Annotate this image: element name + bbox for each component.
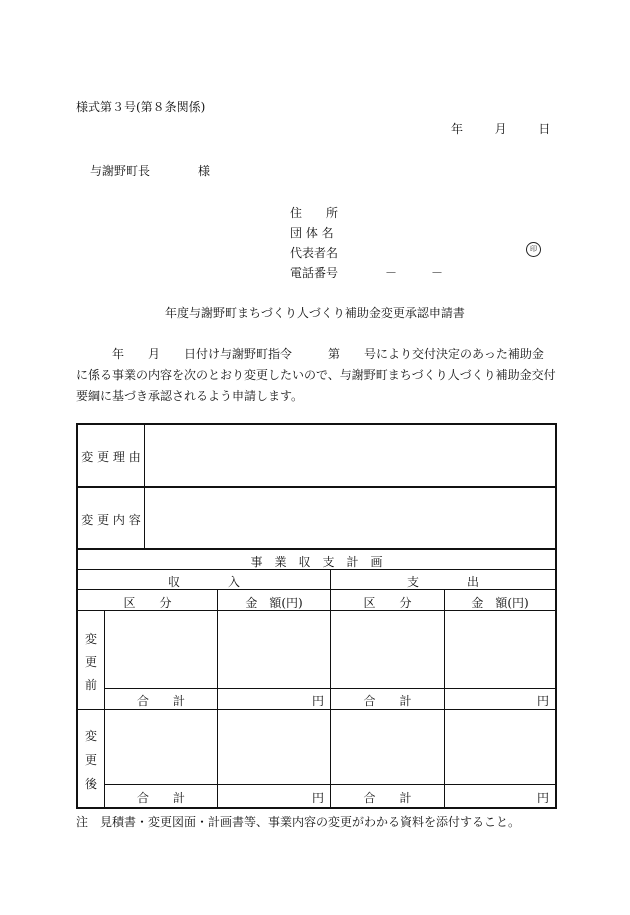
- expense-category-header: 区 分: [363, 596, 412, 610]
- body-line: 要綱に基づき承認されるよう申請します。: [76, 389, 304, 403]
- phone-separator-1: －: [385, 266, 398, 280]
- before-label-char: 更: [84, 655, 97, 669]
- expense-total-after-label: 合 計: [363, 791, 412, 805]
- representative-label: 代表者名: [290, 246, 339, 260]
- row-divider: [78, 486, 555, 488]
- before-label-char: 変: [84, 632, 97, 646]
- addressee: [90, 162, 210, 179]
- application-table: [76, 423, 557, 809]
- body-line: 年 月 日付け与謝野町指令 第 号により交付決定のあった補助金: [76, 347, 544, 361]
- org-name-label: 団 体 名: [290, 226, 334, 240]
- body-text: [76, 344, 560, 407]
- date-year: 年: [451, 122, 464, 136]
- column-divider: [144, 425, 145, 548]
- expense-header: 支 出: [406, 575, 479, 589]
- date-day: 日: [538, 122, 551, 136]
- before-label-char: 前: [84, 678, 97, 692]
- income-amount-header: 金 額(円): [245, 596, 303, 610]
- row-divider: [78, 548, 555, 550]
- attachment-note: 注 見積書・変更図面・計画書等、事業内容の変更がわかる資料を添付すること。: [76, 815, 521, 829]
- expense-total-before-yen: 円: [536, 694, 549, 708]
- phone-label: 電話番号: [290, 266, 339, 280]
- after-label-char: 更: [84, 753, 97, 767]
- change-content-label: 変 更 内 容: [81, 513, 141, 527]
- after-label-char: 後: [84, 777, 97, 791]
- addressee-name: 与謝野町長: [90, 164, 151, 178]
- expense-total-before-label: 合 計: [363, 694, 412, 708]
- honorific: 様: [198, 164, 211, 178]
- expense-amount-header: 金 額(円): [471, 596, 529, 610]
- form-number: 様式第３号(第８条関係): [76, 100, 206, 114]
- address-label: 住 所: [290, 206, 339, 220]
- seal-mark: 印: [526, 242, 541, 257]
- income-total-before-label: 合 計: [136, 694, 185, 708]
- document-title: 年度与謝野町まちづくり人づくり補助金変更承認申請書: [165, 306, 465, 320]
- expense-total-after-yen: 円: [536, 791, 549, 805]
- date-line: [451, 120, 550, 137]
- income-total-after-yen: 円: [311, 791, 324, 805]
- change-reason-label: 変 更 理 由: [81, 450, 141, 464]
- income-total-before-yen: 円: [311, 694, 324, 708]
- row-divider: [78, 709, 555, 710]
- income-total-after-label: 合 計: [136, 791, 185, 805]
- income-header: 収 入: [167, 575, 240, 589]
- date-month: 月: [494, 122, 507, 136]
- income-category-header: 区 分: [123, 596, 172, 610]
- body-line: に係る事業の内容を次のとおり変更したいので、与謝野町まちづくり人づくり補助金交付: [76, 368, 556, 382]
- phone-separator-2: －: [431, 266, 444, 280]
- plan-header: 事 業 収 支 計 画: [250, 555, 383, 569]
- after-label-char: 変: [84, 729, 97, 743]
